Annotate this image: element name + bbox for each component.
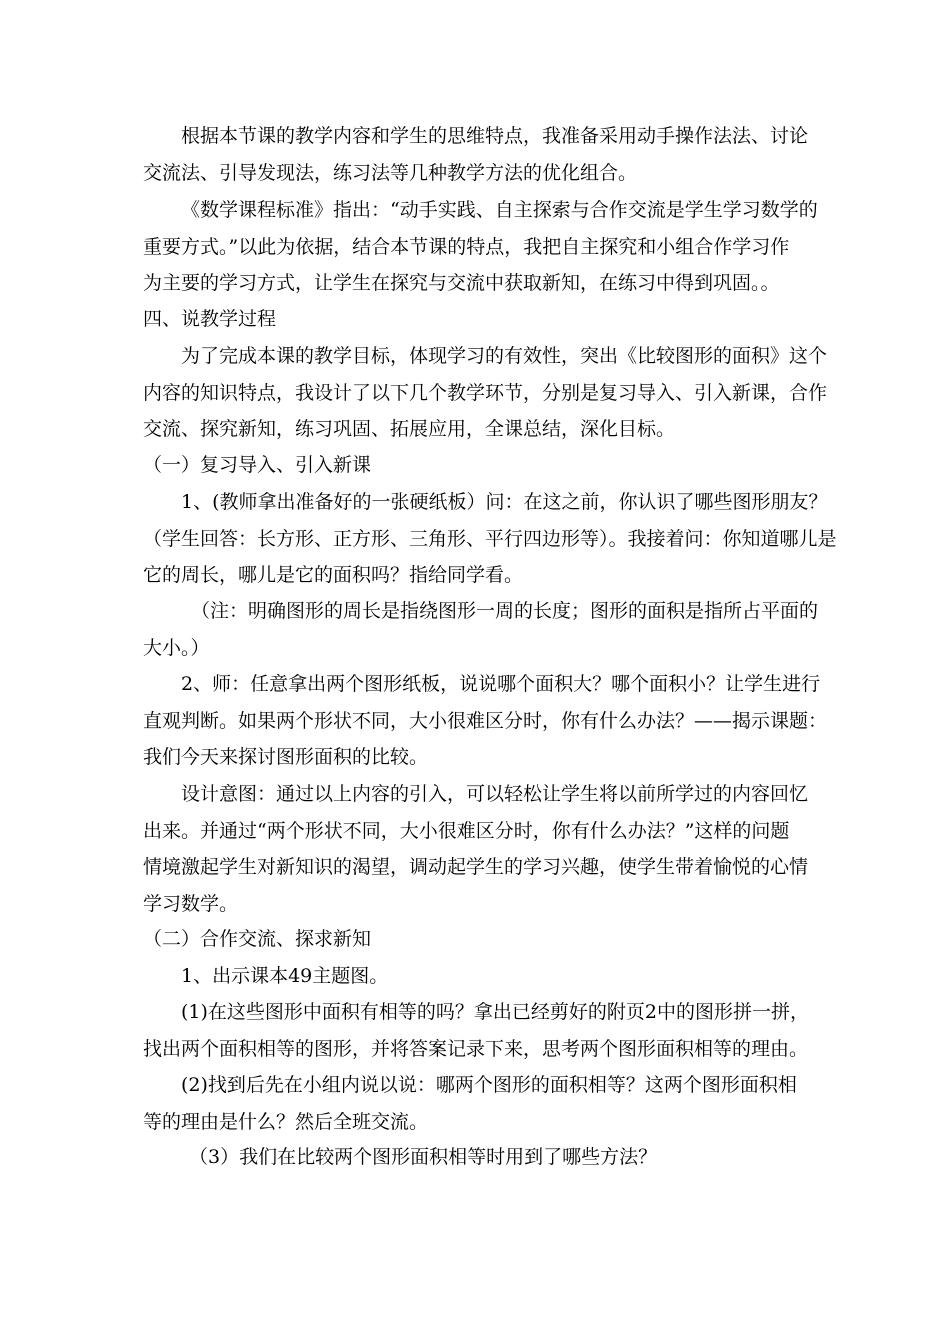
text-line: 1、出示课本49主题图。 [181, 965, 389, 987]
paragraph-curriculum-standard [143, 192, 818, 302]
text-line: （学生回答：长方形、正方形、三角形、平行四边形等）。我接着问：你知道哪儿是 [143, 527, 837, 550]
paragraph-design-intent [143, 776, 813, 922]
text-line: 《数学课程标准》指出：“动手实践、自主探索与合作交流是学生学习数学的 [181, 199, 818, 221]
text-line: 为主要的学习方式，让学生在探究与交流中获取新知，在练习中得到巩固。。 [143, 272, 780, 294]
text-line: 它的周长，哪儿是它的面积吗？指给同学看。 [143, 564, 524, 586]
text-line: 2、师：任意拿出两个图形纸板，说说哪个面积大？哪个面积小？让学生进行 [181, 673, 821, 695]
paragraph-note [143, 593, 819, 666]
text-line: 内容的知识特点，我设计了以下几个教学环节，分别是复习导入、引入新课，合作 [143, 381, 828, 404]
text-line: (2)找到后先在小组内说以说：哪两个图形的面积相等？这两个图形面积相 [181, 1074, 797, 1096]
text-line: (1)在这些图形中面积有相等的吗？拿出已经剪好的附页2中的图形拼一拼， [181, 1001, 810, 1023]
subsection-heading: （一）复习导入、引入新课 [143, 454, 372, 476]
text-line: 设计意图：通过以上内容的引入，可以轻松让学生将以前所学过的内容回忆 [181, 783, 809, 805]
section-heading: 四、说教学过程 [143, 308, 277, 330]
text-line: 大小。） [143, 636, 210, 659]
text-line: 交流法、引导发现法，练习法等几种教学方法的优化组合。 [143, 161, 638, 184]
text-line: 等的理由是什么？然后全班交流。 [143, 1110, 429, 1133]
text-line: 情境激起学生对新知识的渴望，调动起学生的学习兴趣，使学生带着愉悦的心情 [143, 856, 809, 878]
text-line: 找出两个面积相等的图形，并将答案记录下来，思考两个图形面积相等的理由。 [143, 1037, 809, 1060]
text-line: 直观判断。如果两个形状不同，大小很难区分时，你有什么办法？——揭示课题： [143, 709, 828, 732]
paragraph-teaching-methods [143, 118, 813, 191]
text-line: 出来。并通过“两个形状不同，大小很难区分时，你有什么办法？”这样的问题 [143, 819, 790, 842]
paragraph-step-2 [143, 666, 828, 776]
text-line: 根据本节课的教学内容和学生的思维特点，我准备采用动手操作法法、讨论 [181, 125, 809, 147]
paragraph-question-2 [143, 1067, 813, 1140]
paragraph-question-1 [143, 994, 813, 1067]
paragraph-show-textbook [143, 958, 813, 995]
paragraph-teaching-process [143, 338, 828, 448]
paragraph-step-1 [143, 484, 837, 594]
text-line: 学习数学。 [143, 892, 239, 915]
paragraph-question-3 [143, 1139, 813, 1176]
text-line: 重要方式。”以此为依据，结合本节课的特点，我把自主探究和小组合作学习作 [143, 235, 790, 258]
text-line: （注：明确图形的周长是指绕图形一周的长度；图形的面积是指所占平面的 [191, 600, 819, 622]
text-line: （3）我们在比较两个图形面积相等时用到了哪些方法？ [189, 1146, 658, 1168]
subsection-heading: （二）合作交流、探求新知 [143, 928, 372, 950]
text-line: 交流、探究新知，练习巩固、拓展应用，全课总结，深化目标。 [143, 418, 676, 440]
text-line: 为了完成本课的教学目标，体现学习的有效性，突出《比较图形的面积》这个 [181, 345, 828, 367]
text-line: 我们今天来探讨图形面积的比较。 [143, 746, 429, 768]
text-line: 1、(教师拿出准备好的一张硬纸板）问：在这之前，你认识了哪些图形朋友？ [181, 491, 828, 513]
